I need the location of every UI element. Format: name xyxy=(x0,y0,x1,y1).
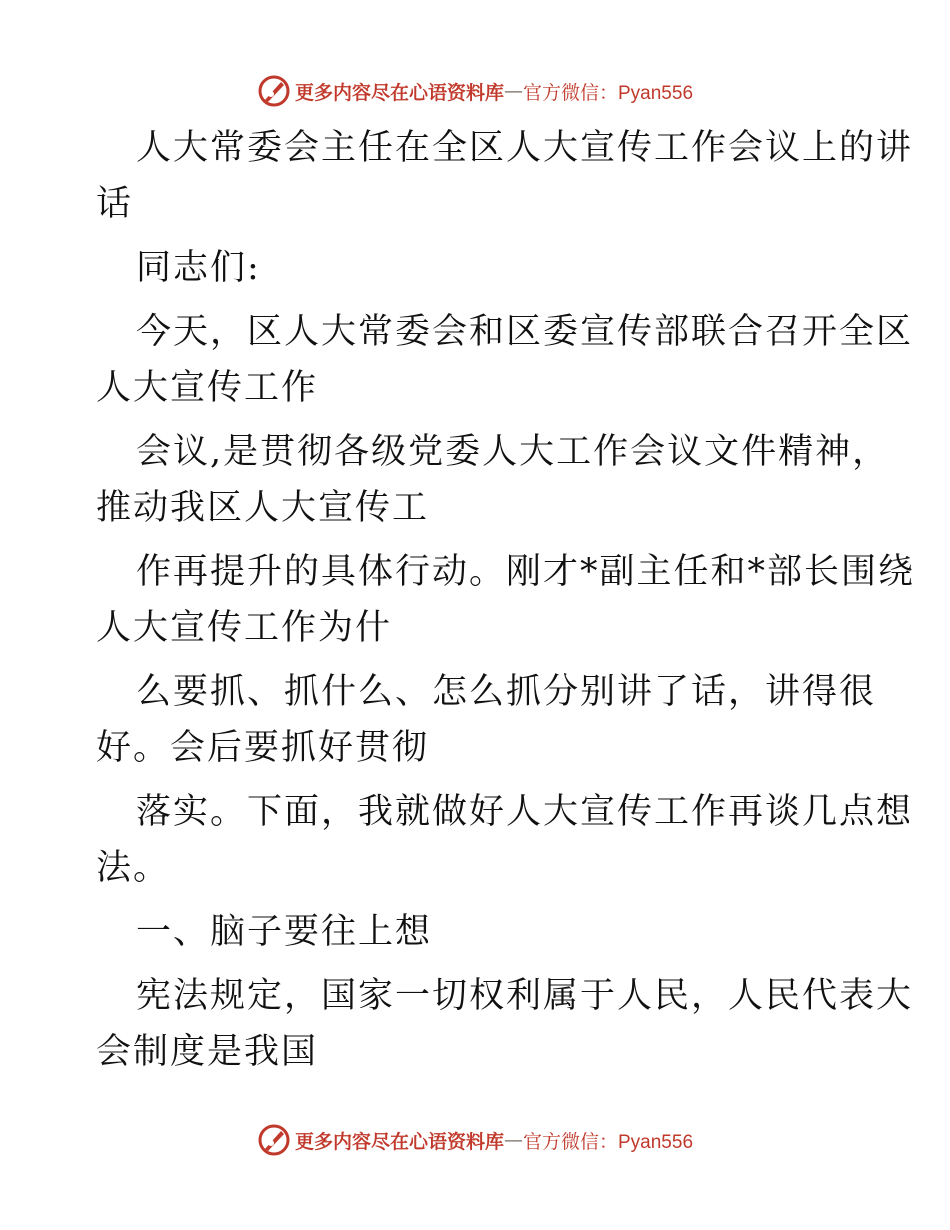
doc-line: 落实。下面，我就做好人大宣传工作再谈几点想 xyxy=(136,792,914,832)
doc-line: 会议,是贯彻各级党委人大工作会议文件精神， xyxy=(136,432,890,472)
doc-line: 人大宣传工作为什 xyxy=(96,608,393,648)
doc-line: 人大常委会主任在全区人大宣传工作会议上的讲 xyxy=(136,128,914,168)
footer-separator: — xyxy=(504,1129,523,1151)
doc-line: 作再提升的具体行动。刚才*副主任和*部长围绕 xyxy=(136,552,916,592)
doc-line: 宪法规定，国家一切权利属于人民，人民代表大 xyxy=(136,976,914,1016)
quill-logo-icon xyxy=(257,74,291,108)
section-heading: 一、脑子要往上想 xyxy=(136,912,433,952)
doc-line: 么要抓、抓什么、怎么抓分别讲了话，讲得很 xyxy=(136,672,877,712)
footer-banner xyxy=(0,1120,950,1160)
doc-line: 会制度是我国 xyxy=(96,1032,319,1072)
header-separator: — xyxy=(504,80,523,102)
footer-wechat-text: 官方微信：Pyan556 xyxy=(523,1131,694,1153)
document-body xyxy=(96,120,916,1080)
footer-site-text: 更多内容尽在心语资料库 xyxy=(294,1130,504,1153)
doc-line: 同志们: xyxy=(136,248,261,288)
header-wechat-text: 官方微信：Pyan556 xyxy=(523,82,694,104)
doc-line: 好。会后要抓好贯彻 xyxy=(96,728,430,768)
doc-line: 人大宣传工作 xyxy=(96,368,319,408)
doc-line: 话 xyxy=(96,184,134,224)
doc-line: 法。 xyxy=(96,848,171,888)
doc-line: 今天，区人大常委会和区委宣传部联合召开全区 xyxy=(136,312,914,352)
header-banner xyxy=(0,71,950,111)
doc-line: 推动我区人大宣传工 xyxy=(96,488,430,528)
header-site-text: 更多内容尽在心语资料库 xyxy=(294,81,504,104)
quill-logo-icon xyxy=(257,1123,291,1157)
